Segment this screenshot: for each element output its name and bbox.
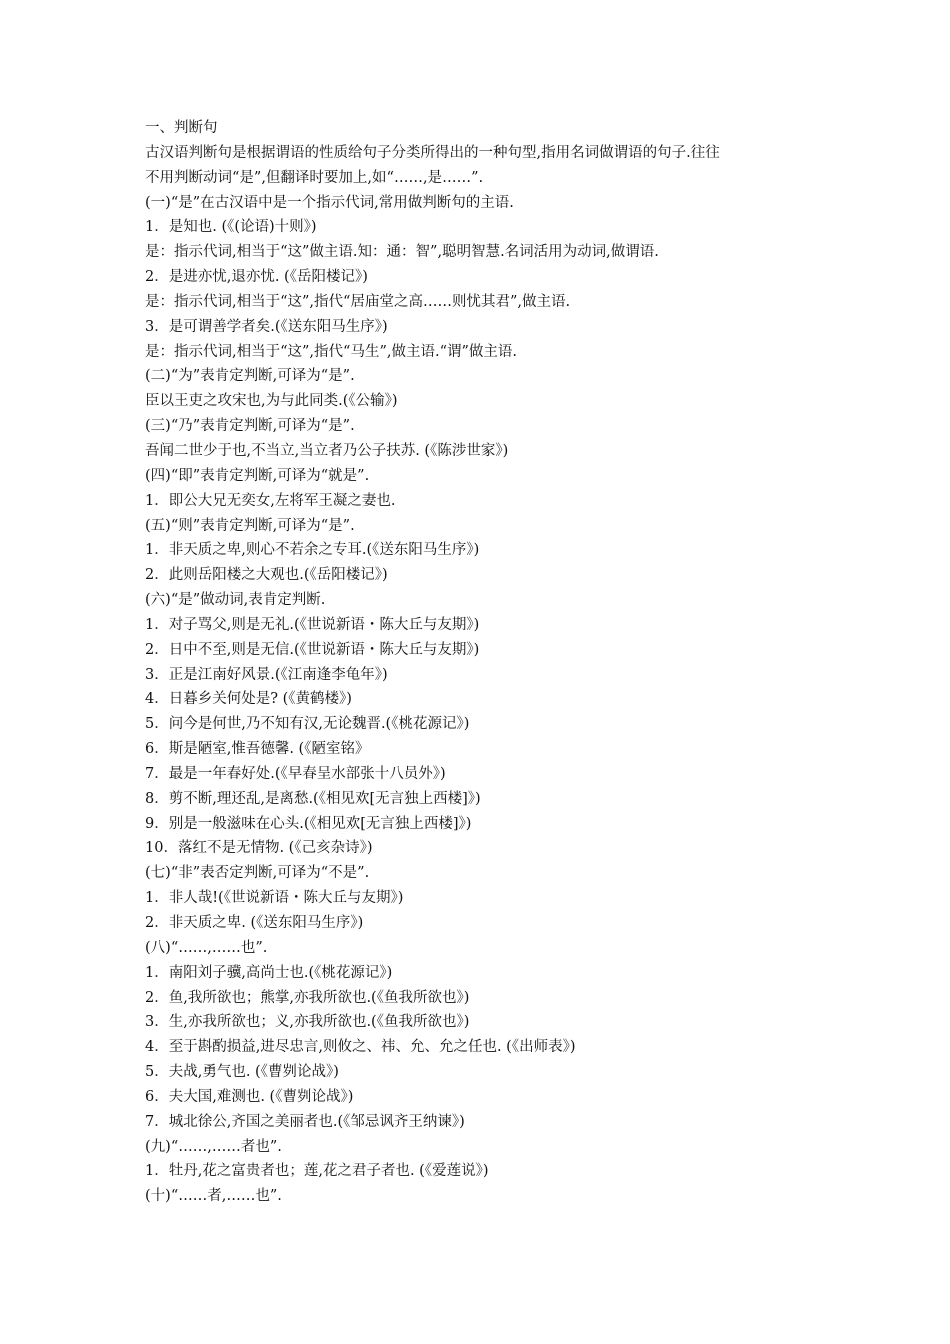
example-line: 1．非人哉!(《世说新语・陈大丘与友期》) (145, 890, 404, 907)
section-heading: 一、判断句 (145, 120, 218, 136)
example-line: 1．牡丹,花之富贵者也；莲,花之君子者也. (《爱莲说》) (145, 1163, 489, 1180)
subsection-heading-10: (十)“……者,……也”. (145, 1188, 282, 1205)
example-line: 1．南阳刘子骥,高尚士也.(《桃花源记》) (145, 964, 393, 981)
intro-paragraph-line-1: 古汉语判断句是根据谓语的性质给句子分类所得出的一种句型,指用名词做谓语的句子.往往 (145, 144, 720, 161)
example-line: 1．是知也. (《(论语)十则》) (145, 219, 317, 236)
example-line: 5．问今是何世,乃不知有汉,无论魏晋.(《桃花源记》) (145, 716, 470, 733)
example-line: 1．非天质之卑,则心不若余之专耳.(《送东阳马生序》) (145, 542, 480, 559)
explanation-line: 是：指示代词,相当于“这”,指代“马生”,做主语.“谓”做主语. (145, 343, 518, 360)
example-line: 2．日中不至,则是无信.(《世说新语・陈大丘与友期》) (145, 641, 480, 658)
example-line: 7．城北徐公,齐国之美丽者也.(《邹忌讽齐王纳谏》) (145, 1113, 465, 1130)
example-line: 9．别是一般滋味在心头.(《相见欢[无言独上西楼]》) (145, 815, 472, 832)
document-body (145, 116, 825, 1209)
example-line: 5．夫战,勇气也. (《曹刿论战》) (145, 1064, 339, 1081)
example-line: 2．鱼,我所欲也；熊掌,亦我所欲也.(《鱼我所欲也》) (145, 989, 470, 1006)
example-line: 2．此则岳阳楼之大观也.(《岳阳楼记》) (145, 567, 388, 584)
example-line: 4．至于斟酌损益,进尽忠言,则攸之、祎、允、允之任也. (《出师表》) (145, 1039, 576, 1056)
example-line: 臣以王吏之攻宋也,为与此同类.(《公输》) (145, 393, 398, 410)
intro-paragraph-line-2: 不用判断动词“是”,但翻译时要加上,如“……,是……”. (145, 169, 484, 186)
subsection-heading-9: (九)“……,……者也”. (145, 1138, 282, 1155)
example-line: 1．对子骂父,则是无礼.(《世说新语・陈大丘与友期》) (145, 616, 480, 633)
example-line: 4．日暮乡关何处是? (《黄鹤楼》) (145, 691, 352, 708)
subsection-heading-6: (六)“是”做动词,表肯定判断. (145, 592, 326, 609)
example-line: 2．是进亦忧,退亦忧. (《岳阳楼记》) (145, 269, 368, 286)
subsection-heading-5: (五)“则”表肯定判断,可译为“是”. (145, 517, 355, 534)
example-line: 8．剪不断,理还乱,是离愁.(《相见欢[无言独上西楼]》) (145, 790, 481, 807)
subsection-heading-8: (八)“……,……也”. (145, 939, 268, 956)
subsection-heading-2: (二)“为”表肯定判断,可译为“是”. (145, 368, 355, 385)
example-line: 2．非天质之卑. (《送东阳马生序》) (145, 915, 364, 931)
subsection-heading-4: (四)“即”表肯定判断,可译为“就是”. (145, 467, 370, 484)
subsection-heading-1: (一)“是”在古汉语中是一个指示代词,常用做判断句的主语. (145, 194, 514, 211)
example-line: 吾闻二世少于也,不当立,当立者乃公子扶苏. (《陈涉世家》) (145, 442, 509, 459)
example-line: 7．最是一年春好处.(《早春呈水部张十八员外》) (145, 765, 446, 782)
subsection-heading-3: (三)“乃”表肯定判断,可译为“是”. (145, 418, 355, 435)
explanation-line: 是：指示代词,相当于“这”,指代“居庙堂之高……则忧其君”,做主语. (145, 293, 571, 310)
example-line: 6．斯是陋室,惟吾德馨. (《陋室铭》 (145, 741, 370, 758)
example-line: 1．即公大兄无奕女,左将军王凝之妻也. (145, 492, 396, 509)
example-line: 3．正是江南好风景.(《江南逢李龟年》) (145, 666, 388, 683)
example-line: 10．落红不是无情物. (《己亥杂诗》) (145, 840, 373, 857)
example-line: 6．夫大国,难测也. (《曹刿论战》) (145, 1088, 354, 1105)
subsection-heading-7: (七)“非”表否定判断,可译为“不是”. (145, 865, 370, 882)
example-line: 3．生,亦我所欲也；义,亦我所欲也.(《鱼我所欲也》) (145, 1014, 470, 1031)
example-line: 3．是可谓善学者矣.(《送东阳马生序》) (145, 318, 388, 335)
explanation-line: 是：指示代词,相当于“这”做主语.知：通：智”,聪明智慧.名词活用为动词,做谓语. (145, 244, 659, 261)
